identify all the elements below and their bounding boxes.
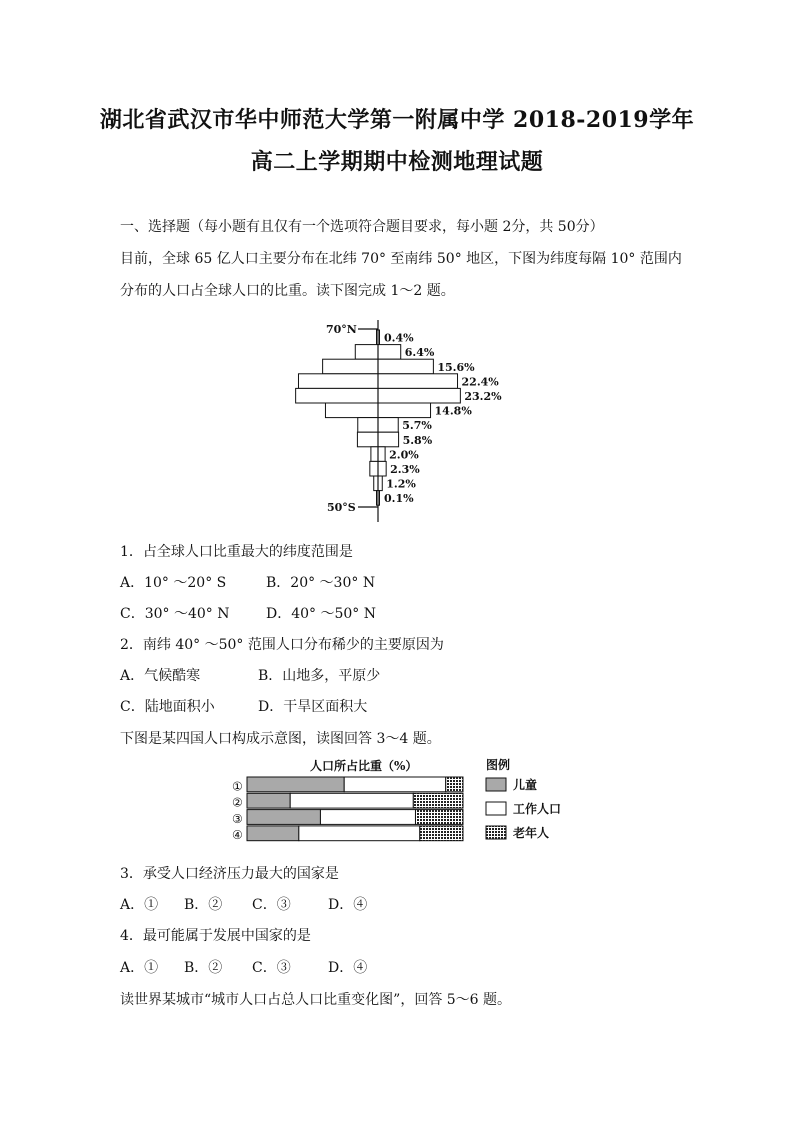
latitude-bar-label: 5.8% — [402, 433, 433, 447]
latitude-bar-label: 1.2% — [386, 477, 416, 491]
q1-option-a: A．10° ～20° S — [120, 575, 227, 591]
structure-chart-title: 人口所占比重（%） — [310, 759, 418, 773]
q1-option-c: C．30° ～40° N — [120, 606, 230, 622]
section-heading: 一、选择题（每小题有且仅有一个选项符合题目要求，每小题 2分，共 50分） — [120, 219, 604, 235]
structure-bar-segment — [247, 810, 320, 825]
latitude-bar-label: 14.8% — [434, 404, 472, 418]
structure-bar-segment — [446, 777, 463, 792]
intro-q3-4: 下图是某四国人口构成示意图，读图回答 3～4 题。 — [120, 731, 441, 747]
q3-option-b: B．② — [184, 897, 223, 913]
latitude-bar-label: 15.6% — [437, 360, 475, 374]
q3-option-a: A．① — [120, 897, 159, 913]
legend-label: 儿童 — [513, 778, 538, 792]
legend-label: 老年人 — [513, 826, 550, 840]
structure-bar-segment — [247, 793, 290, 808]
structure-bar-segment — [247, 826, 299, 841]
q2-option-d: D．干旱区面积大 — [258, 699, 368, 715]
q4-option-c: C．③ — [252, 960, 291, 976]
q4-option-d: D．④ — [328, 960, 368, 976]
latitude-bar-label: 6.4% — [404, 346, 435, 360]
structure-bar-segment — [247, 777, 344, 792]
q1-stem: 1．占全球人口比重最大的纬度范围是 — [120, 544, 353, 560]
latitude-bar-label: 23.2% — [464, 390, 502, 403]
latitude-bar-label: 5.7% — [402, 419, 432, 433]
latitude-bar-label: 2.3% — [390, 463, 420, 476]
q4-stem: 4．最可能属于发展中国家的是 — [120, 928, 311, 944]
title-line-1: 湖北省武汉市华中师范大学第一附属中学 2018-2019学年 — [99, 107, 695, 133]
q1-option-d: D．40° ～50° N — [266, 606, 377, 622]
legend-title: 图例 — [486, 758, 511, 772]
title-line-2: 高二上学期期中检测地理试题 — [250, 149, 544, 175]
q2-option-a: A．气候酷寒 — [120, 668, 201, 684]
intro-line-1: 目前，全球 65 亿人口主要分布在北纬 70° 至南纬 50° 地区，下图为纬度每隔 10° 范围内 — [120, 251, 682, 267]
latitude-bar-label: 22.4% — [461, 375, 499, 389]
population-structure-chart — [0, 750, 794, 850]
q3-option-c: C．③ — [252, 897, 291, 913]
q2-stem: 2．南纬 40° ～50° 范围人口分布稀少的主要原因为 — [120, 637, 444, 653]
latitude-top-label: 70°N — [326, 323, 357, 336]
structure-bar-segment — [299, 826, 420, 841]
q1-option-b: B．20° ～30° N — [266, 575, 376, 591]
q3-stem: 3．承受人口经济压力最大的国家是 — [120, 866, 339, 882]
structure-bar-segment — [344, 777, 446, 792]
q3-option-d: D．④ — [328, 897, 368, 913]
intro-q5-6: 读世界某城市“城市人口占总人口比重变化图”，回答 5～6 题。 — [120, 992, 512, 1008]
structure-bar-segment — [415, 810, 463, 825]
structure-row-label: ① — [232, 779, 243, 794]
latitude-bottom-label: 50°S — [327, 501, 356, 514]
structure-bar-segment — [420, 826, 463, 841]
legend-swatch — [486, 826, 506, 839]
q2-option-b: B．山地多，平原少 — [258, 668, 381, 684]
structure-bar-segment — [320, 810, 415, 825]
structure-bar-segment — [290, 793, 413, 808]
legend-swatch — [486, 778, 506, 791]
legend-swatch — [486, 802, 506, 815]
q4-option-b: B．② — [184, 960, 223, 976]
structure-row-label: ④ — [232, 828, 243, 843]
q4-option-a: A．① — [120, 960, 159, 976]
latitude-bar-label: 0.1% — [384, 492, 414, 506]
q2-option-c: C．陆地面积小 — [120, 699, 215, 715]
structure-row-label: ③ — [232, 811, 243, 826]
legend-label: 工作人口 — [513, 802, 562, 816]
latitude-population-chart — [0, 0, 794, 540]
structure-row-label: ② — [232, 795, 243, 810]
structure-bar-segment — [413, 793, 463, 808]
latitude-bar-label: 0.4% — [384, 331, 414, 345]
latitude-bar-label: 2.0% — [389, 448, 419, 462]
intro-line-2: 分布的人口占全球人口的比重。读下图完成 1～2 题。 — [120, 283, 455, 299]
